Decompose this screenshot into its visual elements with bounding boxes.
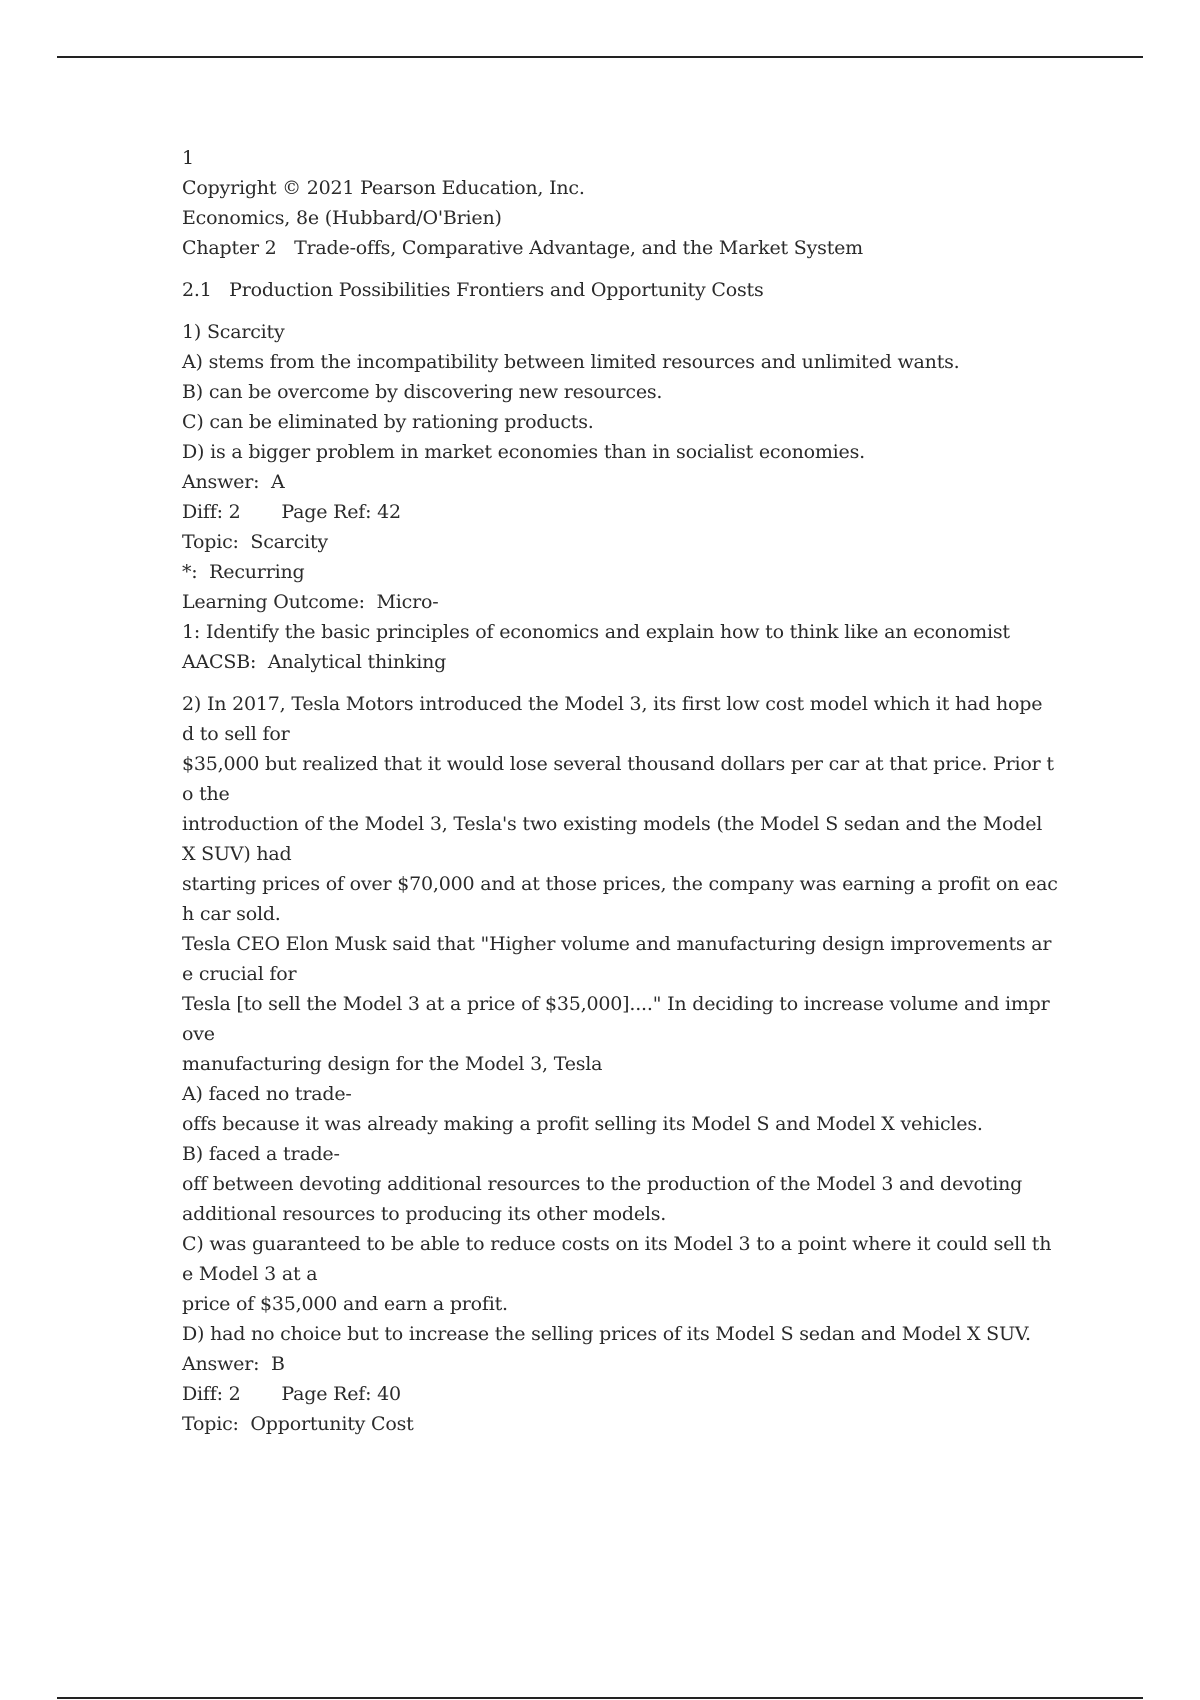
book-title: Economics, 8e (Hubbard/O'Brien) [182,207,502,229]
question-stem-line: manufacturing design for the Model 3, Tesla [182,1053,603,1075]
question-stem-line: ove [182,1023,215,1045]
document-body [182,143,1062,1439]
chapter-title: Chapter 2 Trade-offs, Comparative Advantage, and the Market System [182,237,863,259]
recurring-flag: *: Recurring [182,561,305,583]
option-c: C) was guaranteed to be able to reduce costs on its Model 3 to a point where it could sell th [182,1233,1052,1255]
top-rule [57,56,1143,58]
option-a-continued: offs because it was already making a profit selling its Model S and Model X vehicles. [182,1113,983,1135]
question-stem-line: o the [182,783,230,805]
diff-page-ref: Diff: 2 Page Ref: 42 [182,501,401,523]
question-stem-line: e crucial for [182,963,297,985]
bottom-rule [57,1697,1143,1699]
question-stem-line: $35,000 but realized that it would lose several thousand dollars per car at that price. Prior t [182,753,1054,775]
question-stem-line: introduction of the Model 3, Tesla's two existing models (the Model S sedan and the Model [182,813,1043,835]
question-stem: 1) Scarcity [182,321,285,343]
question-stem-line: h car sold. [182,903,281,925]
option-b-continued: additional resources to producing its other models. [182,1203,667,1225]
option-d: D) had no choice but to increase the selling prices of its Model S sedan and Model X SUV. [182,1323,1031,1345]
option-c-continued: price of $35,000 and earn a profit. [182,1293,508,1315]
learning-outcome: Learning Outcome: Micro- [182,591,439,613]
topic: Topic: Scarcity [182,531,328,553]
question-2 [182,689,1062,1439]
option-a: A) faced no trade- [182,1083,352,1105]
diff-page-ref: Diff: 2 Page Ref: 40 [182,1383,401,1405]
aacsb: AACSB: Analytical thinking [182,651,447,673]
page-number: 1 [182,147,194,169]
option-b-continued: off between devoting additional resources to the production of the Model 3 and devoting [182,1173,1023,1195]
option-b: B) faced a trade- [182,1143,340,1165]
question-stem-line: Tesla CEO Elon Musk said that "Higher volume and manufacturing design improvements ar [182,933,1052,955]
copyright-line: Copyright © 2021 Pearson Education, Inc. [182,177,585,199]
question-1 [182,317,1062,677]
option-a: A) stems from the incompatibility between limited resources and unlimited wants. [182,351,960,373]
topic: Topic: Opportunity Cost [182,1413,414,1435]
option-b: B) can be overcome by discovering new resources. [182,381,663,403]
option-d: D) is a bigger problem in market economies than in socialist economies. [182,441,865,463]
question-stem-line: starting prices of over $70,000 and at those prices, the company was earning a profit on eac [182,873,1058,895]
question-stem-line: 2) In 2017, Tesla Motors introduced the Model 3, its first low cost model which it had hope [182,693,1043,715]
option-c-continued: e Model 3 at a [182,1263,318,1285]
question-stem-line: Tesla [to sell the Model 3 at a price of $35,000]...." In deciding to increase volume and impr [182,993,1050,1015]
learning-outcome-detail: 1: Identify the basic principles of economics and explain how to think like an economist [182,621,1010,643]
question-stem-line: d to sell for [182,723,290,745]
answer: Answer: B [182,1353,285,1375]
question-stem-line: X SUV) had [182,843,292,865]
section-title: 2.1 Production Possibilities Frontiers and Opportunity Costs [182,279,764,301]
answer: Answer: A [182,471,285,493]
option-c: C) can be eliminated by rationing products. [182,411,594,433]
